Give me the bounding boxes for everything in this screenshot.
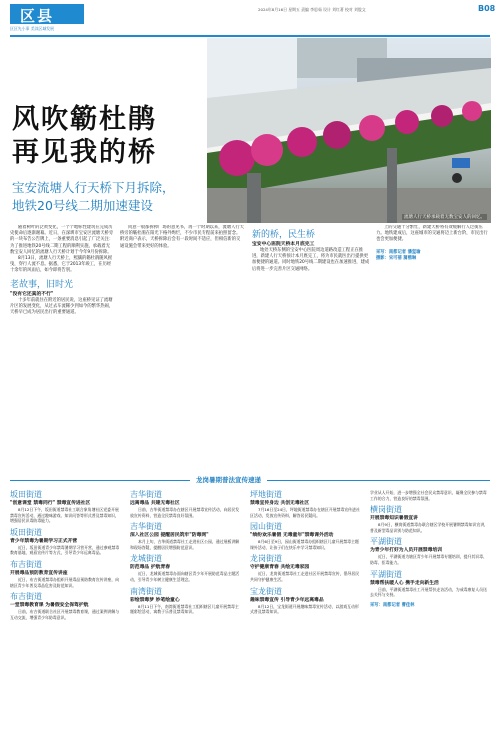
item-text: 本月上旬，吉华街道禁毒社工走进社区公园，通过展板讲解和现场答疑，提醒居民增强防范意识。 xyxy=(130,539,240,550)
section-badge xyxy=(10,4,84,24)
section-subtitle: 区区先小事 美读区域发展 xyxy=(10,26,55,31)
photo-caption: 流塘人行天桥承载着无数宝安人的回忆。 xyxy=(404,215,485,220)
item-text: 8月11日下午，南湾街道禁毒社工组织辖区儿童开展禁毒主题彩绘活动，寓教于乐普及禁毒知识。 xyxy=(130,603,239,615)
item-area: 吉华街道 xyxy=(130,522,162,532)
item-headline: 为青少年打好为人员开展禁毒培训 xyxy=(370,548,442,554)
col3-paragraph: 上的交通十分繁忙，新建天桥将有效缓解行人过街压力。地铁建成后，这座城市的交通将迈上新台阶，市民出行也会更加便捷。 xyxy=(376,225,488,243)
news-item xyxy=(130,490,242,518)
item-headline: 开展禁毒知识暑假宣讲 xyxy=(370,516,418,522)
item-headline: 防范毒品 护航青春 xyxy=(130,565,171,571)
credit-photo: 摄影：宋可蓓 蒲楷琳 xyxy=(376,255,417,261)
headline-1: 风吹簕杜鹃 xyxy=(12,104,157,135)
lead-paragraph: 随着树叶的泛黄变化，一个个地标性建筑在完成历史使命后逐渐谢幕。近日，在深圳市宝安区流塘天桥旁的一块布告公告牌上，一条重要消息引起了广泛关注：为了推进地铁20号线二期工程的顺利实施，承载着无数宝安人回忆的流塘人行天桥计划于今年9月份拆除。 xyxy=(10,225,114,255)
item-text: 近日，龙岗街道禁毒社工走进社区开展禁毒宣传，倡导居民共同守护健康生活。 xyxy=(250,571,360,582)
item-text: 8月12日下午，坂田街道禁毒社工联合象角塘社区党委开展禁毒宣传活动，通过趣味游戏、知识问答等形式普及禁毒知识，增强居民识毒防毒能力。 xyxy=(10,507,119,524)
news-item xyxy=(250,554,362,582)
item-text: 8月12日，宝龙街道开展趣味禁毒宣传活动，以游戏互动形式普及禁毒知识。 xyxy=(250,603,359,615)
item-area: 南湾街道 xyxy=(130,586,162,596)
page-number: B08 xyxy=(478,4,496,13)
item-text: 日前，平湖街道禁毒社工开展帮扶走访活动，为戒毒康复人员送去关怀与支持。 xyxy=(370,586,487,598)
item-area: 龙岗街道 xyxy=(250,554,282,564)
section-title: 区县 xyxy=(20,7,55,25)
news-item xyxy=(130,587,242,615)
sub-b-subtitle: 宝安中心医院天桥本月底完工 xyxy=(252,242,315,247)
item-headline: 禁毒帮扶暖人心 携手走向新生活 xyxy=(370,580,439,586)
lower-left-column xyxy=(10,490,122,748)
body-column-3 xyxy=(252,225,370,470)
sub-b-paragraph: 地处天桥东侧的宝安中心医院周边道路改造工程正在推进，新建人行天桥预计本月底完工，将为市民就医出行提供更加便捷的通道。同时地铁20号线二期建设也在加速推进，建成后将进一步完善片区交通网络。 xyxy=(252,248,370,272)
news-item xyxy=(130,554,242,582)
item-area: 坪地街道 xyxy=(250,490,282,499)
item-headline: 彩绘禁毒梦 妙笔绘童心 xyxy=(130,597,180,603)
news-item xyxy=(250,522,362,550)
col2-paragraph: 同意一般都拆掉广场的意见书，再一个时期以来，流塘人行天桥旁的簕杜鹃在阳光下格外绚烂，不少市民专程前来拍照留念。附近商户表示，天桥拆除后会有一段时间不适应，但相信新的交通设施会带来更好的体验。 xyxy=(120,225,244,249)
lower-mid1-column xyxy=(130,490,242,748)
item-area: 吉华街道 xyxy=(130,490,162,499)
item-area: 横岗街道 xyxy=(370,505,402,515)
item-area: 平湖街道 xyxy=(370,569,402,579)
news-item xyxy=(10,490,122,524)
subhead-1: 宝安流塘人行天桥下月拆除， xyxy=(12,180,175,195)
lead-paragraph-2: 8月13日，流塘人行天桥上，熙攘的簕杜鹃随风摇曳，穿行人流不息。据悉，它于2013年竣工，在历经十余年的风雨后，如今即将告别。 xyxy=(10,256,113,274)
lead-column xyxy=(10,225,114,470)
sub-a-paragraph: 十多年前就住在附近的居民说，这座桥见证了流塘片区的发展变化，从过去车流稀少到如今的繁华热闹，天桥早已成为居民出行的重要通道。 xyxy=(10,297,114,316)
item-area: 坂田街道 xyxy=(10,490,42,499)
item-headline: "创意课堂 禁毒同行" 禁毒宣传进社区 xyxy=(10,501,91,506)
subhead-2: 地铁20号线二期加速建设 xyxy=(12,198,153,213)
item-headline: 开展毒品预防教育宣传讲座 xyxy=(10,570,68,576)
item-text: 8月6日至9日，园山街道禁毒办组织辖区儿童开展禁毒主题课外活动，让孩子们在快乐中学习禁毒知识。 xyxy=(250,539,359,550)
item-text: 近日，龙城街道禁毒办面向辖区青少年开展防范毒品主题活动，引导青少年树立健康生活理念。 xyxy=(130,571,240,582)
news-item xyxy=(370,537,490,565)
news-item xyxy=(10,528,122,556)
item-area: 宝龙街道 xyxy=(250,586,282,596)
header-rule xyxy=(10,35,490,37)
news-item xyxy=(10,592,122,620)
item-headline: "缤纷欢乐暑假 无毒童年"禁毒课外活动 xyxy=(250,533,334,539)
item-area: 龙城街道 xyxy=(130,554,162,564)
credit-writer: 采写：南都记者 潘玺瑜 xyxy=(376,249,421,255)
body-column-2 xyxy=(120,225,244,470)
news-item xyxy=(250,490,362,518)
lower-mid2-column xyxy=(250,490,362,748)
item-text: 近日，平湖街道为辖区青少年开展禁毒专题培训，提升其识毒、防毒、拒毒能力。 xyxy=(370,554,487,565)
item-headline: 深入社区公园 提醒居民筑牢"防毒网" xyxy=(130,533,209,539)
sub-b-title: 新的桥，民生桥 xyxy=(252,230,316,240)
item-headline: 青少年禁毒为暑期学习正式开营 xyxy=(10,538,78,544)
item-headline: 远离毒品 共建无毒社区 xyxy=(130,501,180,506)
item-text: 日前，布吉街道联合社区开展禁毒教育课，通过案例讲解与互动交流，增强青少年防毒意识。 xyxy=(10,609,120,620)
item-area: 布吉街道 xyxy=(10,592,42,602)
item-text: 学业从人开始，进一步增强全社会民众禁毒意识，凝聚全民参与禁毒工作的合力，营造良好的禁毒氛围。 xyxy=(370,490,487,501)
news-item xyxy=(10,560,122,588)
headline-2: 再见我的桥 xyxy=(12,137,157,168)
item-area: 园山街道 xyxy=(250,522,282,532)
date-info: 2024年8月16日 星期五 责编 李思茹 设计 刘红著 校对 刘俊文 xyxy=(258,7,366,12)
sub-a-subtitle: "没有它还真的不行" xyxy=(10,291,54,297)
item-headline: 禁毒宣传身边 共创无毒社区 xyxy=(250,501,310,506)
item-area: 平湖街道 xyxy=(370,537,402,547)
item-text: 7月16日至24日，坪地街道禁毒办在辖区开展禁毒宣传进社区活动，发放宣传资料，解答居民疑问。 xyxy=(250,507,360,518)
item-text: 8月9日，横岗街道禁毒办联合辖区学校开展暑期禁毒知识宣讲，普及新型毒品识别与防范知识。 xyxy=(370,522,488,533)
lower-banner: 龙岗暑期普法宣传速递 xyxy=(190,474,267,486)
news-item xyxy=(370,570,490,598)
item-area: 布吉街道 xyxy=(10,559,42,569)
item-headline: 守护健康青春 共绘无毒家园 xyxy=(250,565,310,571)
news-item xyxy=(130,522,242,550)
news-item xyxy=(370,490,490,501)
item-text: 近日，坂田街道青少年禁毒暑期学习营开营，通过参观禁毒教育基地、观看宣传片等方式，引导青少年远离毒品。 xyxy=(10,544,120,556)
sub-a-title: 老故事，旧时光 xyxy=(10,279,74,290)
item-headline: 趣味禁毒宣传 引导青少年远离毒品 xyxy=(250,597,324,603)
item-headline: 一堂禁毒教育课 为暑假安全保驾护航 xyxy=(10,603,89,609)
item-text: 日前，吉华街道禁毒办在辖区开展禁毒宣传活动，向居民发放宣传资料，营造全民禁毒良好氛围。 xyxy=(130,507,240,518)
lower-credit: 采写：南都记者 曹佳林 xyxy=(370,602,415,608)
lower-right-column xyxy=(370,490,490,748)
item-area: 坂田街道 xyxy=(10,527,42,537)
item-text: 近日，布吉街道禁毒办组织开展毒品预防教育宣传讲座，向辖区青少年普及毒品危害及防范知识。 xyxy=(10,576,120,588)
bridge-photo xyxy=(207,38,491,223)
news-item xyxy=(250,587,362,615)
news-item xyxy=(370,505,490,533)
body-column-4 xyxy=(376,225,490,470)
